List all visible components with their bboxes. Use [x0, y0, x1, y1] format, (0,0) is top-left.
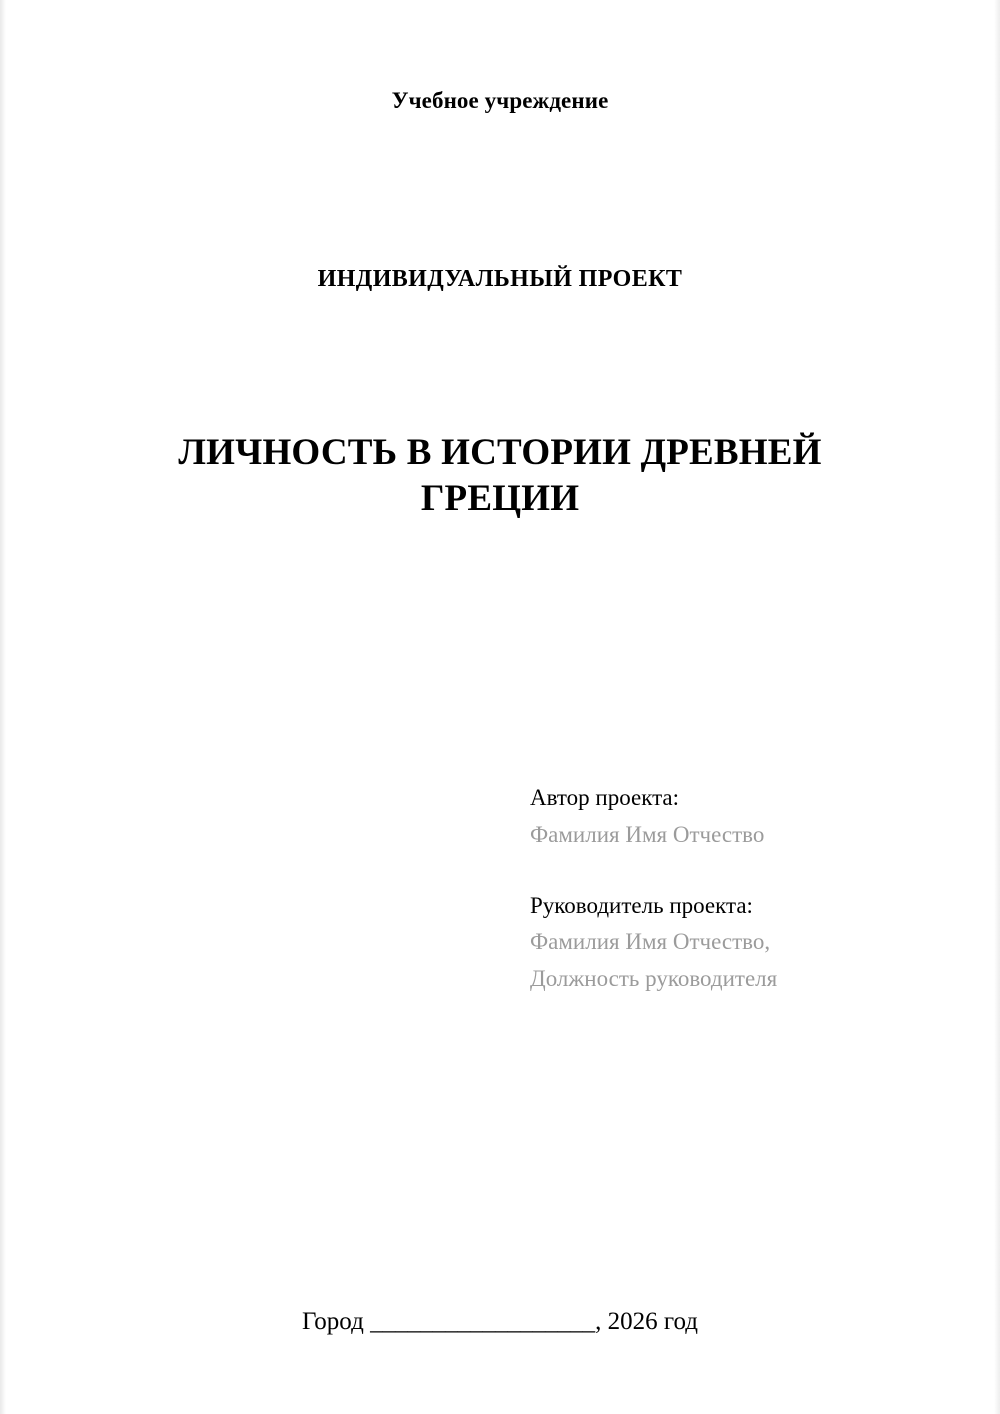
supervisor-value-line2[interactable]: Должность руководителя — [530, 966, 778, 992]
spacer — [530, 854, 930, 888]
city-label: Город — [302, 1308, 364, 1335]
footer-city-year — [0, 1308, 1000, 1336]
author-label: Автор проекта: — [530, 785, 679, 810]
year-text: , 2026 год — [595, 1308, 698, 1335]
author-value[interactable]: Фамилия Имя Отчество — [530, 821, 765, 847]
page-title: ЛИЧНОСТЬ В ИСТОРИИ ДРЕВНЕЙ ГРЕЦИИ — [178, 432, 822, 520]
supervisor-label: Руководитель проекта: — [530, 892, 753, 918]
institution-name: Учебное учреждение — [391, 88, 609, 113]
supervisor-value-line1[interactable]: Фамилия Имя Отчество, — [530, 929, 771, 955]
city-blank-line[interactable]: __________________ — [370, 1308, 596, 1335]
authors-block — [530, 780, 930, 998]
project-type-heading: ИНДИВИДУАЛЬНЫЙ ПРОЕКТ — [317, 266, 683, 292]
